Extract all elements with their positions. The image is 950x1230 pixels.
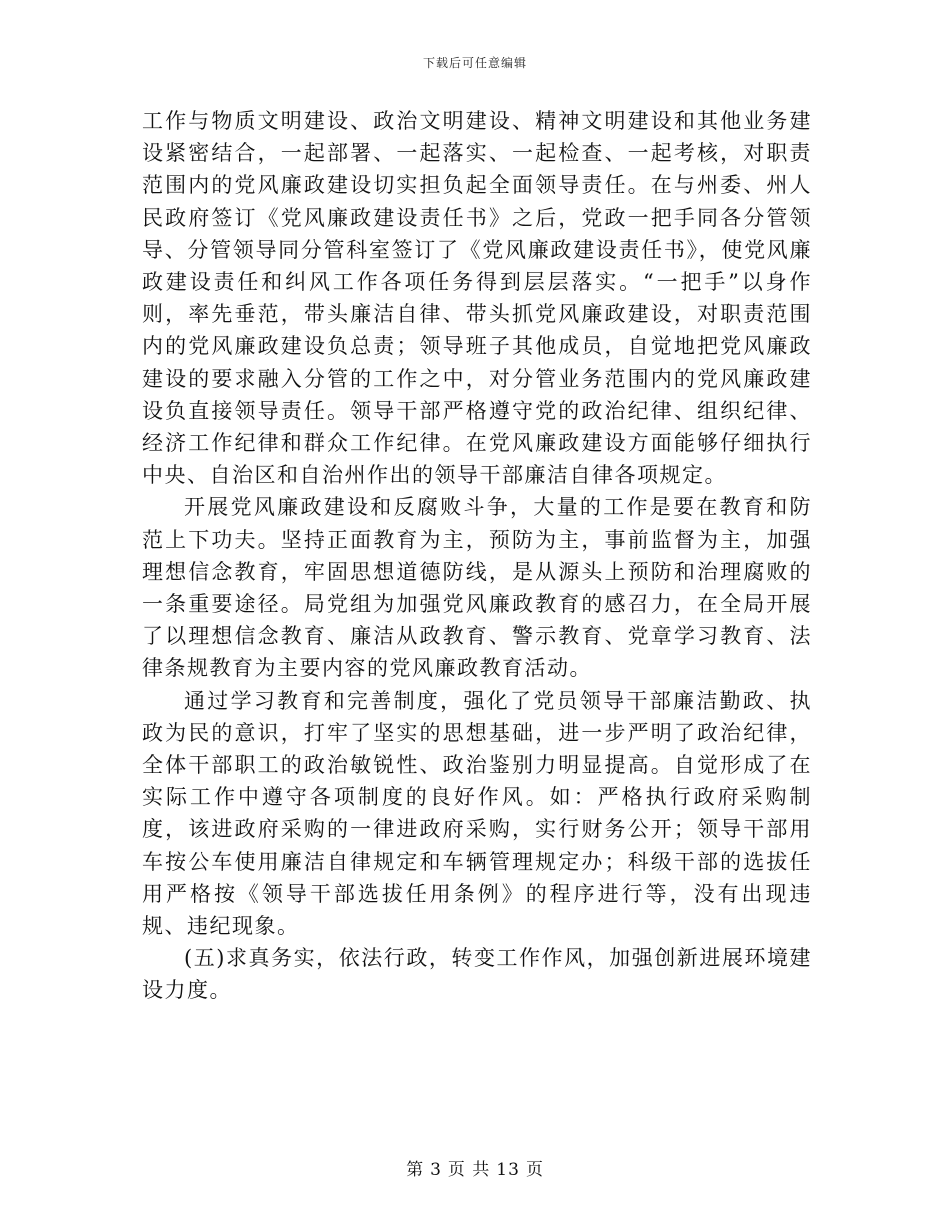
footer-prefix: 第	[406, 1160, 425, 1180]
page-header: 下载后可任意编辑	[422, 56, 527, 70]
footer-total-pages: 13	[496, 1160, 520, 1180]
paragraph-3: 通过学习教育和完善制度，强化了党员领导干部廉洁勤政、执政为民的意识，打牢了坚实的思想基础，进一步严明了政治纪律，全体干部职工的政治敏锐性、政治鉴别力明显提高。自觉形成了在实际工作中遵守各项制度的良好作风。如：严格执行政府采购制度，该进政府采购的一律进政府采购，实行财务公开；领导干部用车按公车使用廉洁自律规定和车辆管理规定办；科级干部的选拔任用严格按《领导干部选拔任用条例》的程序进行等，没有出现违规、违纪现象。	[142, 688, 812, 939]
paragraph-2: 开展党风廉政建设和反腐败斗争，大量的工作是要在教育和防范上下功夫。坚持正面教育为主，预防为主，事前监督为主，加强理想信念教育，牢固思想道德防线，是从源头上预防和治理腐败的一条重要途径。局党组为加强党风廉政教育的感召力，在全局开展了以理想信念教育、廉洁从政教育、警示教育、党章学习教育、法律条规教育为主要内容的党风廉政教育活动。	[142, 495, 812, 681]
footer-middle: 页 共	[447, 1160, 491, 1180]
footer-page-number: 3	[430, 1160, 442, 1180]
page-footer	[0, 1155, 950, 1180]
footer-suffix: 页	[525, 1160, 544, 1180]
paragraph-1: 工作与物质文明建设、政治文明建设、精神文明建设和其他业务建设紧密结合，一起部署、一起落实、一起检查、一起考核，对职责范围内的党风廉政建设切实担负起全面领导责任。在与州委、州人民政府签订《党风廉政建设责任书》之后，党政一把手同各分管领导、分管领导同分管科室签订了《党风廉政建设责任书》，使党风廉政建设责任和纠风工作各项任务得到层层落实。“一把手”以身作则，率先垂范，带头廉洁自律、带头抓党风廉政建设，对职责范围内的党风廉政建设负总责；领导班子其他成员，自觉地把党风廉政建设的要求融入分管的工作之中，对分管业务范围内的党风廉政建设负直接领导责任。领导干部严格遵守党的政治纪律、组织纪律、经济工作纪律和群众工作纪律。在党风廉政建设方面能够仔细执行中央、自治区和自治州作出的领导干部廉洁自律各项规定。	[142, 109, 812, 488]
paragraph-4: (五)求真务实，依法行政，转变工作作风，加强创新进展环境建设力度。	[142, 946, 812, 1003]
document-body	[142, 105, 812, 1007]
